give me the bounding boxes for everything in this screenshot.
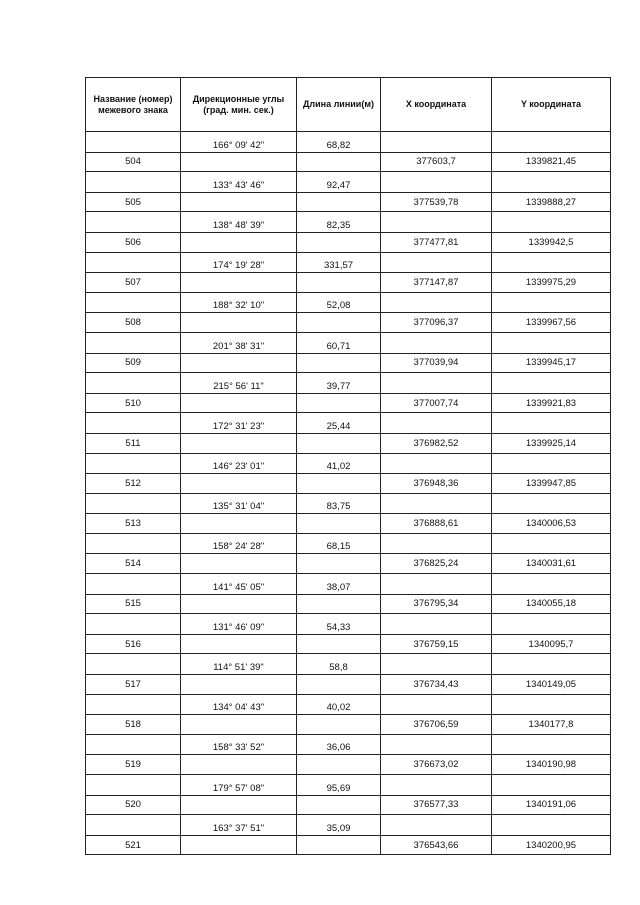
line-segment-row: [86, 373, 611, 394]
cell-mark-name: [86, 453, 181, 474]
boundary-point-row: [86, 514, 611, 534]
cell-x-coordinate: 376795,34: [381, 594, 492, 614]
cell-x-coordinate: 376982,52: [381, 433, 492, 453]
boundary-point-row: [86, 715, 611, 735]
boundary-point-row: [86, 755, 611, 775]
cell-y-coordinate: [492, 775, 611, 796]
line-segment-row: [86, 252, 611, 273]
cell-directional-angle: 146° 23' 01": [181, 453, 297, 474]
cell-x-coordinate: 377477,81: [381, 232, 492, 252]
cell-line-length: [297, 433, 381, 453]
cell-directional-angle: [181, 594, 297, 614]
cell-y-coordinate: 1340190,98: [492, 755, 611, 775]
cell-line-length: 39,77: [297, 373, 381, 394]
boundary-point-row: [86, 795, 611, 815]
cell-x-coordinate: 376673,02: [381, 755, 492, 775]
cell-mark-name: 511: [86, 433, 181, 453]
cell-mark-name: [86, 292, 181, 313]
cell-line-length: [297, 273, 381, 293]
cell-directional-angle: 174° 19' 28": [181, 252, 297, 273]
boundary-point-row: [86, 835, 611, 855]
cell-directional-angle: 166° 09' 42": [181, 132, 297, 153]
header-y-coordinate: Y координата: [492, 78, 611, 132]
cell-x-coordinate: [381, 373, 492, 394]
boundary-point-row: [86, 634, 611, 654]
cell-y-coordinate: [492, 694, 611, 715]
cell-y-coordinate: [492, 574, 611, 595]
cell-y-coordinate: 1340200,95: [492, 835, 611, 855]
cell-mark-name: 516: [86, 634, 181, 654]
cell-x-coordinate: [381, 654, 492, 675]
cell-x-coordinate: [381, 533, 492, 554]
cell-x-coordinate: 377147,87: [381, 273, 492, 293]
line-segment-row: [86, 815, 611, 836]
cell-mark-name: [86, 493, 181, 514]
line-segment-row: [86, 654, 611, 675]
cell-x-coordinate: 376825,24: [381, 554, 492, 574]
cell-directional-angle: 135° 31' 04": [181, 493, 297, 514]
cell-mark-name: 513: [86, 514, 181, 534]
header-line-length: Длина линии(м): [297, 78, 381, 132]
cell-directional-angle: [181, 192, 297, 212]
cell-x-coordinate: [381, 493, 492, 514]
cell-directional-angle: 158° 33' 52": [181, 734, 297, 755]
line-segment-row: [86, 172, 611, 193]
cell-y-coordinate: 1339925,14: [492, 433, 611, 453]
cell-y-coordinate: 1339947,85: [492, 474, 611, 494]
boundary-point-row: [86, 554, 611, 574]
cell-y-coordinate: [492, 172, 611, 193]
cell-directional-angle: [181, 273, 297, 293]
cell-line-length: [297, 353, 381, 373]
table-header-row: [86, 78, 611, 132]
cell-mark-name: [86, 252, 181, 273]
cell-mark-name: 505: [86, 192, 181, 212]
line-segment-row: [86, 212, 611, 233]
cell-y-coordinate: 1339821,45: [492, 152, 611, 172]
cell-x-coordinate: [381, 413, 492, 434]
cell-line-length: 60,71: [297, 332, 381, 353]
cell-line-length: 41,02: [297, 453, 381, 474]
cell-mark-name: [86, 574, 181, 595]
cell-mark-name: [86, 654, 181, 675]
cell-x-coordinate: [381, 694, 492, 715]
cell-x-coordinate: [381, 332, 492, 353]
cell-directional-angle: [181, 554, 297, 574]
cell-directional-angle: 131° 46' 09": [181, 614, 297, 635]
cell-y-coordinate: [492, 815, 611, 836]
cell-mark-name: 506: [86, 232, 181, 252]
cell-x-coordinate: 377603,7: [381, 152, 492, 172]
cell-y-coordinate: [492, 252, 611, 273]
cell-line-length: [297, 232, 381, 252]
cell-directional-angle: 163° 37' 51": [181, 815, 297, 836]
line-segment-row: [86, 734, 611, 755]
cell-x-coordinate: [381, 252, 492, 273]
cell-y-coordinate: 1340055,18: [492, 594, 611, 614]
cell-x-coordinate: [381, 453, 492, 474]
cell-mark-name: 508: [86, 313, 181, 333]
line-segment-row: [86, 332, 611, 353]
cell-line-length: 331,57: [297, 252, 381, 273]
cell-directional-angle: 133° 43' 46": [181, 172, 297, 193]
cell-mark-name: 509: [86, 353, 181, 373]
cell-y-coordinate: 1340095,7: [492, 634, 611, 654]
line-segment-row: [86, 453, 611, 474]
cell-mark-name: 515: [86, 594, 181, 614]
header-x-coordinate: X координата: [381, 78, 492, 132]
cell-mark-name: [86, 533, 181, 554]
cell-mark-name: [86, 413, 181, 434]
cell-line-length: 25,44: [297, 413, 381, 434]
cell-line-length: [297, 152, 381, 172]
cell-y-coordinate: [492, 493, 611, 514]
cell-mark-name: [86, 775, 181, 796]
cell-mark-name: 510: [86, 393, 181, 413]
cell-y-coordinate: [492, 292, 611, 313]
cell-mark-name: 512: [86, 474, 181, 494]
cell-x-coordinate: [381, 172, 492, 193]
cell-directional-angle: [181, 755, 297, 775]
cell-line-length: 40,02: [297, 694, 381, 715]
cell-y-coordinate: 1340191,06: [492, 795, 611, 815]
cell-x-coordinate: 376888,61: [381, 514, 492, 534]
cell-mark-name: [86, 373, 181, 394]
line-segment-row: [86, 533, 611, 554]
cell-line-length: 95,69: [297, 775, 381, 796]
cell-mark-name: 517: [86, 675, 181, 695]
cell-line-length: 58,8: [297, 654, 381, 675]
cell-mark-name: [86, 212, 181, 233]
cell-mark-name: [86, 694, 181, 715]
cell-line-length: 68,82: [297, 132, 381, 153]
cell-directional-angle: 179° 57' 08": [181, 775, 297, 796]
cell-y-coordinate: 1339921,83: [492, 393, 611, 413]
cell-directional-angle: [181, 474, 297, 494]
line-segment-row: [86, 694, 611, 715]
cell-y-coordinate: 1340006,53: [492, 514, 611, 534]
cell-x-coordinate: [381, 614, 492, 635]
boundary-point-row: [86, 393, 611, 413]
cell-y-coordinate: [492, 533, 611, 554]
cell-line-length: [297, 474, 381, 494]
cell-x-coordinate: 377007,74: [381, 393, 492, 413]
cell-mark-name: 514: [86, 554, 181, 574]
cell-x-coordinate: [381, 132, 492, 153]
cell-x-coordinate: [381, 212, 492, 233]
cell-x-coordinate: 376759,15: [381, 634, 492, 654]
header-directional-angle: Дирекционные углы (град. мин. сек.): [181, 78, 297, 132]
cell-line-length: 38,07: [297, 574, 381, 595]
cell-directional-angle: [181, 393, 297, 413]
cell-y-coordinate: 1339967,56: [492, 313, 611, 333]
cell-x-coordinate: [381, 292, 492, 313]
cell-directional-angle: [181, 433, 297, 453]
cell-line-length: 52,08: [297, 292, 381, 313]
cell-y-coordinate: [492, 734, 611, 755]
cell-mark-name: [86, 132, 181, 153]
line-segment-row: [86, 775, 611, 796]
cell-directional-angle: [181, 835, 297, 855]
cell-mark-name: 504: [86, 152, 181, 172]
cell-mark-name: 519: [86, 755, 181, 775]
boundary-point-row: [86, 313, 611, 333]
boundary-point-row: [86, 675, 611, 695]
cell-y-coordinate: 1340149,05: [492, 675, 611, 695]
cell-y-coordinate: [492, 212, 611, 233]
boundary-point-row: [86, 353, 611, 373]
cell-directional-angle: 141° 45' 05": [181, 574, 297, 595]
coordinates-table: [85, 77, 611, 855]
line-segment-row: [86, 493, 611, 514]
cell-x-coordinate: 376948,36: [381, 474, 492, 494]
cell-y-coordinate: [492, 132, 611, 153]
boundary-point-row: [86, 152, 611, 172]
cell-x-coordinate: 377539,78: [381, 192, 492, 212]
cell-directional-angle: [181, 232, 297, 252]
cell-line-length: [297, 594, 381, 614]
cell-line-length: [297, 634, 381, 654]
cell-line-length: 36,06: [297, 734, 381, 755]
cell-mark-name: [86, 614, 181, 635]
cell-directional-angle: [181, 795, 297, 815]
cell-x-coordinate: [381, 574, 492, 595]
cell-y-coordinate: [492, 373, 611, 394]
cell-line-length: 68,15: [297, 533, 381, 554]
cell-line-length: [297, 835, 381, 855]
cell-directional-angle: [181, 715, 297, 735]
cell-line-length: 83,75: [297, 493, 381, 514]
cell-directional-angle: 201° 38' 31": [181, 332, 297, 353]
boundary-point-row: [86, 273, 611, 293]
cell-directional-angle: 114° 51' 39": [181, 654, 297, 675]
cell-directional-angle: [181, 152, 297, 172]
cell-y-coordinate: 1339888,27: [492, 192, 611, 212]
cell-y-coordinate: [492, 654, 611, 675]
cell-x-coordinate: [381, 734, 492, 755]
cell-line-length: [297, 192, 381, 212]
cell-directional-angle: [181, 313, 297, 333]
boundary-point-row: [86, 594, 611, 614]
cell-x-coordinate: 376706,59: [381, 715, 492, 735]
cell-directional-angle: 138° 48' 39": [181, 212, 297, 233]
cell-directional-angle: 172° 31' 23": [181, 413, 297, 434]
cell-mark-name: 518: [86, 715, 181, 735]
cell-line-length: [297, 313, 381, 333]
cell-line-length: 92,47: [297, 172, 381, 193]
cell-line-length: 82,35: [297, 212, 381, 233]
cell-x-coordinate: 377039,94: [381, 353, 492, 373]
cell-y-coordinate: 1339942,5: [492, 232, 611, 252]
cell-y-coordinate: [492, 614, 611, 635]
cell-mark-name: [86, 172, 181, 193]
line-segment-row: [86, 292, 611, 313]
cell-mark-name: 507: [86, 273, 181, 293]
cell-directional-angle: [181, 634, 297, 654]
cell-y-coordinate: 1340031,61: [492, 554, 611, 574]
header-boundary-mark-name: Название (номер) межевого знака: [86, 78, 181, 132]
cell-line-length: [297, 514, 381, 534]
cell-directional-angle: 134° 04' 43": [181, 694, 297, 715]
boundary-point-row: [86, 232, 611, 252]
cell-mark-name: [86, 734, 181, 755]
cell-line-length: [297, 554, 381, 574]
cell-directional-angle: [181, 353, 297, 373]
cell-y-coordinate: 1340177,8: [492, 715, 611, 735]
cell-mark-name: [86, 815, 181, 836]
cell-line-length: [297, 715, 381, 735]
cell-line-length: [297, 755, 381, 775]
line-segment-row: [86, 413, 611, 434]
line-segment-row: [86, 614, 611, 635]
cell-line-length: 35,09: [297, 815, 381, 836]
cell-y-coordinate: [492, 453, 611, 474]
boundary-point-row: [86, 433, 611, 453]
cell-x-coordinate: 376543,66: [381, 835, 492, 855]
cell-line-length: [297, 795, 381, 815]
cell-x-coordinate: [381, 775, 492, 796]
cell-line-length: [297, 393, 381, 413]
cell-y-coordinate: [492, 413, 611, 434]
cell-y-coordinate: 1339975,29: [492, 273, 611, 293]
line-segment-row: [86, 132, 611, 153]
cell-directional-angle: 188° 32' 10": [181, 292, 297, 313]
cell-line-length: [297, 675, 381, 695]
cell-directional-angle: 158° 24' 28": [181, 533, 297, 554]
cell-directional-angle: 215° 56' 11": [181, 373, 297, 394]
line-segment-row: [86, 574, 611, 595]
cell-mark-name: [86, 332, 181, 353]
cell-x-coordinate: 376577,33: [381, 795, 492, 815]
boundary-point-row: [86, 474, 611, 494]
cell-y-coordinate: [492, 332, 611, 353]
boundary-point-row: [86, 192, 611, 212]
cell-mark-name: 520: [86, 795, 181, 815]
cell-mark-name: 521: [86, 835, 181, 855]
cell-line-length: 54,33: [297, 614, 381, 635]
cell-x-coordinate: 377096,37: [381, 313, 492, 333]
cell-directional-angle: [181, 514, 297, 534]
cell-x-coordinate: [381, 815, 492, 836]
cell-x-coordinate: 376734,43: [381, 675, 492, 695]
cell-y-coordinate: 1339945,17: [492, 353, 611, 373]
cell-directional-angle: [181, 675, 297, 695]
